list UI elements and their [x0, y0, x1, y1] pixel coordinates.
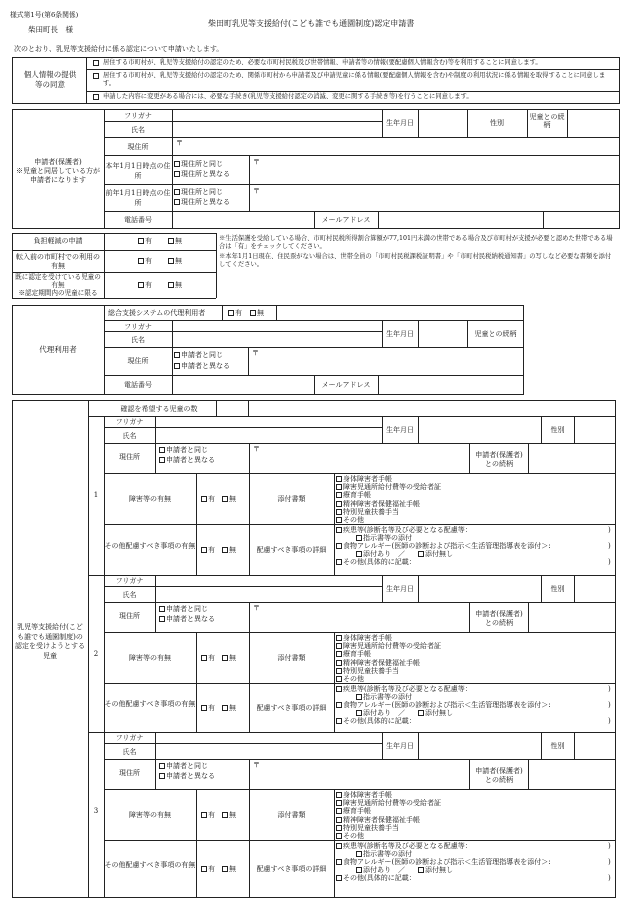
proxy-system-label: 総合支援システムの代理利用者 — [108, 309, 206, 317]
proxy-postal-mark: 〒 — [252, 349, 259, 357]
child-1-attach-item-5[interactable]: 特別児童扶養手当 — [336, 508, 399, 516]
child-2-attach-item-3[interactable]: 療育手帳 — [336, 650, 371, 658]
child-2-consider-instruction[interactable]: 指示書等の添付 — [356, 693, 412, 701]
child-2-consider-allergy[interactable]: 食物アレルギー(医師の診断および指示＜生活管理指導表を添付＞: — [336, 701, 551, 709]
burden-1-no[interactable]: 無 — [168, 237, 182, 245]
form-number: 様式第1号(第6条関係) — [10, 11, 79, 19]
child-3-postal: 〒 — [253, 761, 260, 769]
child-3-furigana-label: フリガナ — [115, 734, 144, 742]
child-2-name-label: 氏名 — [122, 591, 137, 599]
applicant-relation-label: 児童との続柄 — [529, 113, 565, 129]
burden-row-label-1: 負担軽減の申請 — [33, 237, 83, 245]
child-2-attach-item-2[interactable]: 障害児通所給付費等の受給者証 — [336, 642, 441, 650]
child-1-relation-label: 申請者(保護者)との続柄 — [475, 451, 523, 468]
proxy-relation-label: 児童との続柄 — [474, 330, 517, 338]
consent-item-1: 居住する市町村が、乳児等支援給付の認定のため、必要な市町村民税及び世帯情報、申請者等の情報(要配慮個人情報含む)等を利用することに同意します。 — [103, 59, 542, 66]
child-1-attach-item-4[interactable]: 精神障害者保健福祉手帳 — [336, 500, 420, 508]
proxy-name-label: 氏名 — [131, 336, 145, 344]
child-1-disability-yes[interactable]: 有 — [201, 495, 215, 503]
applicant-jan1-label: 本年1月1日時点の住所 — [105, 162, 171, 180]
child-2-address-diff[interactable]: 申請者と異なる — [159, 615, 215, 623]
child-1-disability-no[interactable]: 無 — [222, 495, 236, 503]
child-3-consider-other[interactable]: その他(具体的に記載： — [336, 874, 416, 882]
child-1-name-label: 氏名 — [122, 432, 137, 440]
child-2-disability-no[interactable]: 無 — [222, 654, 236, 662]
child-1-postal: 〒 — [253, 445, 260, 453]
child-3-attach-item-3[interactable]: 療育手帳 — [336, 807, 371, 815]
addressee: 柴田町長 様 — [28, 25, 73, 34]
child-3-address-same[interactable]: 申請者と同じ — [159, 762, 208, 770]
child-1-disability-label: 障害等の有無 — [129, 495, 171, 503]
child-1-consider-not-attached[interactable]: 添付無し — [418, 550, 453, 558]
children-section — [12, 400, 616, 898]
child-3-consider-allergy[interactable]: 食物アレルギー(医師の診断および指示＜生活管理指導表を添付＞: — [336, 858, 551, 866]
proxy-system-no[interactable]: 無 — [250, 309, 264, 317]
child-3-attach-item-1[interactable]: 身体障害者手帳 — [336, 791, 392, 799]
applicant-postal-mark: 〒 — [176, 139, 183, 147]
child-1-attach-label: 添付書類 — [277, 495, 306, 503]
child-1-paren-1: ) — [608, 526, 611, 534]
proxy-furigana-label: フリガナ — [124, 323, 152, 331]
burden-note-2: ※本年1月1日現在、住民票がない場合は、世帯全員の「市町村民税課税証明書」や「市町村民税納税通知書」の写しなど必要な書類を添付してください。 — [219, 253, 612, 268]
applicant-prev-same[interactable]: 現住所と同じ — [174, 188, 223, 196]
child-3-consider-label: 配慮すべき事項の詳細 — [256, 865, 327, 873]
child-1-address-label: 現住所 — [119, 453, 140, 461]
intro-text: 次のとおり、乳児等支援給付に係る認定について申請いたします。 — [14, 45, 224, 53]
proxy-birth-label: 生年月日 — [386, 330, 414, 338]
child-1-other-no[interactable]: 無 — [222, 546, 236, 554]
burden-2-yes[interactable]: 有 — [138, 257, 152, 265]
child-3-other-no[interactable]: 無 — [222, 865, 236, 873]
child-1-paren-2: ) — [608, 542, 611, 550]
child-3-paren-1: ) — [608, 842, 611, 850]
children-section-label: 乳児等支援給付(こども誰でも通園制度)の認定を受けようとする児童 — [15, 623, 85, 660]
applicant-phone-label: 電話番号 — [124, 216, 152, 224]
child-1-address-diff[interactable]: 申請者と異なる — [159, 456, 215, 464]
applicant-jan1-diff[interactable]: 現住所と異なる — [174, 170, 230, 178]
burden-note-1: ※生活保護を受給している場合、市町村民税所得割合算額が77,101円未満の世帯である場合及び市町村が支援が必要と認めた世帯である場合は「有」をチェックしてください。 — [219, 235, 613, 250]
child-2-other-yes[interactable]: 有 — [201, 704, 215, 712]
consent-checkbox-1[interactable] — [93, 60, 99, 66]
child-2-disability-yes[interactable]: 有 — [201, 654, 215, 662]
child-2-consider-not-attached[interactable]: 添付無し — [418, 709, 453, 717]
applicant-address-label: 現住所 — [127, 143, 149, 151]
consent-checkbox-3[interactable] — [93, 94, 99, 100]
child-3-disability-yes[interactable]: 有 — [201, 811, 215, 819]
child-3-consider-disease[interactable]: 疾患等(診断名等及び必要となる配慮等： — [336, 842, 472, 850]
child-2-address-same[interactable]: 申請者と同じ — [159, 605, 208, 613]
child-1-other-yes[interactable]: 有 — [201, 546, 215, 554]
child-1-consider-instruction[interactable]: 指示書等の添付 — [356, 534, 412, 542]
applicant-jan1-postal: 〒 — [253, 158, 260, 166]
child-2-relation-label: 申請者(保護者)との続柄 — [475, 610, 523, 627]
child-1-consider-disease[interactable]: 疾患等(診断名等及び必要となる配慮等： — [336, 526, 472, 534]
applicant-sex-label: 性別 — [490, 119, 504, 127]
applicant-birth-label: 生年月日 — [386, 119, 414, 127]
burden-1-yes[interactable]: 有 — [138, 237, 152, 245]
children-count-label: 確認を希望する児童の数 — [120, 405, 198, 413]
child-2-disability-label: 障害等の有無 — [129, 654, 171, 662]
burden-row-label-3: 既に認定を受けている児童の有無 ※認定期間内の児童に限る — [15, 273, 101, 297]
child-3-disability-no[interactable]: 無 — [222, 811, 236, 819]
child-1-number: 1 — [93, 491, 99, 499]
child-2-postal: 〒 — [253, 604, 260, 612]
child-3-disability-label: 障害等の有無 — [129, 811, 171, 819]
child-1-furigana-label: フリガナ — [115, 418, 144, 426]
applicant-section-label: 申請者(保護者) ※児童と同居している方が申請者になります — [16, 158, 100, 184]
proxy-email-label: メールアドレス — [321, 381, 371, 389]
child-2-other-label: その他配慮すべき事項の有無 — [104, 699, 196, 708]
child-1-consider-allergy[interactable]: 食物アレルギー(医師の診断および指示＜生活管理指導表を添付＞: — [336, 542, 551, 550]
child-1-consider-other[interactable]: その他(具体的に記載： — [336, 558, 416, 566]
child-2-furigana-label: フリガナ — [115, 577, 144, 585]
child-2-consider-disease[interactable]: 疾患等(診断名等及び必要となる配慮等： — [336, 685, 472, 693]
child-2-attach-item-4[interactable]: 精神障害者保健福祉手帳 — [336, 659, 420, 667]
child-2-attach-item-1[interactable]: 身体障害者手帳 — [336, 634, 392, 642]
proxy-phone-label: 電話番号 — [124, 381, 152, 389]
child-2-attach-label: 添付書類 — [277, 654, 306, 662]
applicant-prev-diff[interactable]: 現住所と異なる — [174, 198, 230, 206]
child-3-consider-not-attached[interactable]: 添付無し — [418, 866, 453, 874]
child-3-relation-label: 申請者(保護者)との続柄 — [475, 767, 523, 784]
page-title: 柴田町乳児等支援給付(こども誰でも通園制度)認定申請書 — [208, 19, 415, 28]
child-3-sex-label: 性別 — [550, 742, 565, 750]
child-3-attach-item-4[interactable]: 精神障害者保健福祉手帳 — [336, 816, 420, 824]
applicant-prev-postal: 〒 — [253, 187, 260, 195]
child-1-consider-label: 配慮すべき事項の詳細 — [256, 545, 327, 554]
child-1-consider-attached[interactable]: 添付あり ／ — [356, 550, 412, 558]
proxy-address-diff[interactable]: 申請者と異なる — [174, 362, 230, 370]
child-2-number: 2 — [93, 650, 99, 658]
consent-item-3: 申請した内容に変更がある場合には、必要な手続き(乳児等支援給付認定の消滅、変更に関する手続き等)を行うことに同意します。 — [103, 93, 473, 100]
child-2-consider-attached[interactable]: 添付あり ／ — [356, 709, 412, 717]
child-3-attach-label: 添付書類 — [277, 811, 306, 819]
consent-checkbox-2[interactable] — [93, 73, 99, 79]
child-3-attach-item-6[interactable]: その他 — [336, 832, 364, 840]
child-3-consider-instruction[interactable]: 指示書等の添付 — [356, 850, 412, 858]
proxy-section-label: 代理利用者 — [39, 345, 77, 354]
child-2-attach-item-6[interactable]: その他 — [336, 675, 364, 683]
child-2-paren-2: ) — [608, 701, 611, 709]
consent-label: 個人情報の提供等の同意 — [23, 70, 77, 89]
child-3-paren-3: ) — [608, 874, 611, 882]
child-3-attach-item-2[interactable]: 障害児通所給付費等の受給者証 — [336, 799, 441, 807]
child-2-consider-other[interactable]: その他(具体的に記載： — [336, 717, 416, 725]
child-1-other-label: その他配慮すべき事項の有無 — [104, 541, 196, 550]
child-1-attach-item-3[interactable]: 療育手帳 — [336, 491, 371, 499]
proxy-address-same[interactable]: 申請者と同じ — [174, 351, 223, 359]
consent-item-2: 居住する市町村が、乳児等支援給付の認定のため、関係市町村から申請者及び申請児童に係る情報(要配慮個人情報を含む)や制度の利用状況に係る情報を取得することに同意します。 — [103, 72, 606, 87]
child-2-other-no[interactable]: 無 — [222, 704, 236, 712]
child-3-paren-2: ) — [608, 858, 611, 866]
child-2-attach-item-5[interactable]: 特別児童扶養手当 — [336, 667, 399, 675]
child-1-sex-label: 性別 — [550, 426, 565, 434]
applicant-email-label: メールアドレス — [321, 216, 371, 224]
burden-2-no[interactable]: 無 — [168, 257, 182, 265]
child-1-attach-item-1[interactable]: 身体障害者手帳 — [336, 475, 392, 483]
child-1-paren-3: ) — [608, 558, 611, 566]
child-3-other-yes[interactable]: 有 — [201, 865, 215, 873]
child-1-address-same[interactable]: 申請者と同じ — [159, 446, 208, 454]
child-3-consider-attached[interactable]: 添付あり ／ — [356, 866, 412, 874]
child-1-birth-label: 生年月日 — [386, 426, 414, 434]
child-1-attach-item-6[interactable]: その他 — [336, 516, 364, 524]
burden-row-label-2: 転入前の市町村での利用の有無 — [16, 253, 100, 270]
proxy-system-yes[interactable]: 有 — [228, 309, 242, 317]
burden-3-no[interactable]: 無 — [168, 281, 182, 289]
applicant-jan1-same[interactable]: 現住所と同じ — [174, 160, 223, 168]
child-2-address-label: 現住所 — [119, 612, 140, 620]
proxy-address-label: 現住所 — [127, 357, 149, 365]
applicant-furigana-label: フリガナ — [124, 112, 152, 120]
child-2-paren-1: ) — [608, 685, 611, 693]
child-2-birth-label: 生年月日 — [386, 585, 414, 593]
child-3-number: 3 — [93, 807, 99, 815]
child-3-attach-item-5[interactable]: 特別児童扶養手当 — [336, 824, 399, 832]
child-3-other-label: その他配慮すべき事項の有無 — [104, 861, 196, 869]
child-1-attach-item-2[interactable]: 障害児通所給付費等の受給者証 — [336, 483, 441, 491]
child-2-sex-label: 性別 — [550, 585, 565, 593]
child-3-name-label: 氏名 — [122, 748, 137, 756]
applicant-name-label: 氏名 — [131, 126, 145, 134]
child-2-consider-label: 配慮すべき事項の詳細 — [256, 703, 327, 712]
child-3-address-label: 現住所 — [119, 769, 140, 777]
burden-3-yes[interactable]: 有 — [138, 281, 152, 289]
child-3-birth-label: 生年月日 — [386, 742, 414, 750]
child-3-address-diff[interactable]: 申請者と異なる — [159, 772, 215, 780]
applicant-prev-jan1-label: 前年1月1日時点の住所 — [105, 189, 171, 207]
child-2-paren-3: ) — [608, 717, 611, 725]
